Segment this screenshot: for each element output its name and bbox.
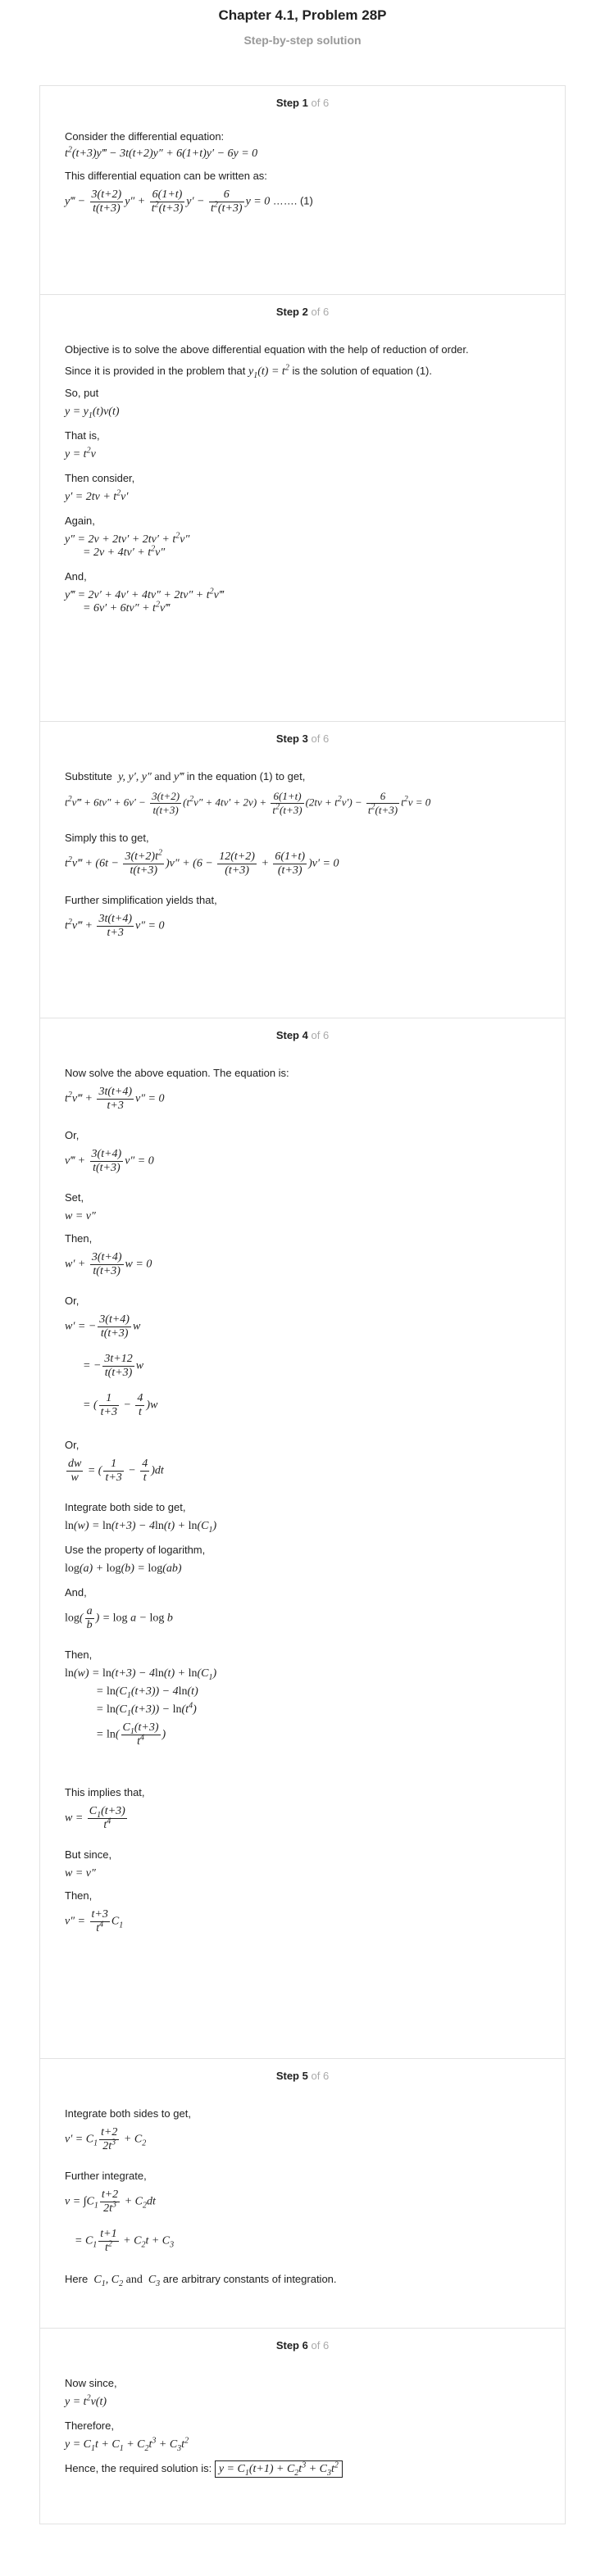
step-1 — [39, 85, 566, 294]
step-text: And, — [65, 570, 87, 583]
equation: log(a) + log(b) = log(ab) — [65, 1562, 182, 1575]
equation: v‴ + $\frac{3(t+4)}{t(t+3)}$ v″ = 0 — [65, 1148, 154, 1174]
step-text: That is, — [65, 429, 100, 442]
equation: log( $\frac{a}{b}$ ) = log a − log b — [65, 1605, 173, 1631]
page-title: Chapter 4.1, Problem 28P — [218, 7, 387, 23]
equation: $y = t^2v$ — [65, 446, 96, 460]
page-subtitle: Step-by-step solution — [243, 34, 362, 47]
equation: $y = y_1(t)v(t)$ — [65, 406, 120, 420]
equation: $\ln(w) = \ln(t+3) - 4\ln(t) + \ln(C_1)$ = $\ln(C_1(t+3)) - 4\ln(t)$ = $\ln(C_1(t+3)) - \ln(t^4)$ = ln( $\frac{C_1(t+3)}{t^4}$ ) — [65, 1667, 217, 1748]
step-text: Or, — [65, 1129, 80, 1141]
step-4 — [39, 1018, 566, 2058]
inline-math: y, y′, y″ and y‴ — [118, 771, 184, 783]
equation: w = v″ — [65, 1867, 96, 1880]
step-text: So, put — [65, 387, 99, 399]
equation: $y = t^2v(t)$ — [65, 2393, 107, 2408]
equation: $\ln(w) = \ln(t+3) - 4\ln(t) + \ln(C_1)$ — [65, 1520, 217, 1535]
step-text: And, — [65, 1586, 87, 1599]
step-6 — [39, 2328, 566, 2524]
step-text: Further integrate, — [65, 2170, 147, 2182]
step-2 — [39, 294, 566, 721]
step-5 — [39, 2058, 566, 2328]
step-text: This differential equation can be written as: — [65, 170, 267, 182]
step-heading: Step 3 of 6 — [275, 732, 330, 745]
equation: $\frac{dw}{w}$ = ( $\frac{1}{t+3}$ − $\frac{4}{t}$ )dt — [68, 1458, 164, 1484]
solution-steps — [39, 85, 566, 2524]
step-text: in the equation (1) to get, — [186, 770, 306, 782]
step-text: Then, — [65, 1649, 93, 1661]
equation: w = v″ — [65, 1210, 96, 1222]
step-text: Consider the differential equation: — [65, 130, 225, 143]
step-text: Set, — [65, 1191, 84, 1204]
equation: $t^2v‴ + (6t$ − $\frac{3(t+2)t^2}{t(t+3)}$ )v″ + (6 − $\frac{12(t+2)}{(t+3)}$ + $\frac{6(1+t)}{(t+3)}$ )v′ = 0 — [65, 848, 339, 877]
equation: w = $\frac{C_1(t+3)}{t^4}$ — [65, 1805, 125, 1831]
step-heading: Step 5 of 6 — [275, 2070, 330, 2082]
equation: $v' = C_1$ $\frac{t+2}{2t^3}$ + $C_2$ — [65, 2126, 147, 2152]
step-text: Further simplification yields that, — [65, 894, 217, 906]
equation: w′ + $\frac{3(t+4)}{t(t+3)}$ w = 0 — [65, 1251, 152, 1277]
equation: $t^2v‴$ + $\frac{3t(t+4)}{t+3}$ v″ = 0 — [65, 1086, 165, 1112]
step-3 — [39, 721, 566, 1018]
step-text: Integrate both sides to get, — [65, 2107, 191, 2120]
equation: w′ = − $\frac{3(t+4)}{t(t+3)}$ w = − $\frac{3t+12}{t(t+3)}$ w = ( $\frac{1}{t+3}$ − $\frac{4}{t}$ )w — [65, 1313, 158, 1418]
equation: $t^2v‴$ + $\frac{3t(t+4)}{t+3}$ v″ = 0 — [65, 913, 165, 939]
equation: $t^2(t+3)y‴ - 3t(t+2)y'' + 6(1+t)y' - 6y = 0$ — [65, 145, 258, 160]
step-text: Objective is to solve the above differential equation with the help of reduction of order. — [65, 343, 469, 356]
step-text: Then, — [65, 1889, 93, 1902]
step-text: Then consider, — [65, 472, 135, 484]
equation: $y'' = 2v + 2tv' + 2tv' + t^2v''$ = $2v + 4tv' + t^2v''$ — [65, 531, 190, 559]
equation: $t^2v‴ + 6tv'' + 6v'$ − $\frac{3(t+2)}{t(t+3)}$ $(t^2v'' + 4tv' + 2v)$ + $\frac{6(1+t)}{t^2(t+3)}$ $(2tv + t^2v')$ − $\frac{6}{t^2(t+3)}$ $t^2v = 0$ — [65, 790, 431, 816]
step-text: Now solve the above equation. The equation is: — [65, 1067, 289, 1079]
step-heading: Step 2 of 6 — [275, 306, 330, 318]
step-text: Substitute — [65, 770, 112, 782]
equation: $y' = 2tv + t^2v'$ — [65, 488, 129, 503]
step-heading: Step 6 of 6 — [275, 2339, 330, 2352]
step-text: Or, — [65, 1439, 80, 1451]
step-text: Or, — [65, 1295, 80, 1307]
inline-math: $C_1$, $C_2$ and $C_3$ — [93, 2274, 161, 2288]
inline-math: $y_1(t) = t^2$ — [248, 363, 289, 380]
step-text: Therefore, — [65, 2420, 114, 2432]
step-text: Integrate both side to get, — [65, 1501, 186, 1513]
equation: $y = C_1t + C_1 + C_2t^3 + C_3t^2$ — [65, 2436, 189, 2453]
final-answer: $y = C_1(t+1) + C_2t^3 + C_3t^2$ — [215, 2460, 343, 2478]
step-text: Now since, — [65, 2377, 117, 2389]
step-text: This implies that, — [65, 1786, 145, 1798]
equation: y‴ = $2v' + 4v' + 4tv'' + 2tv'' + t^2v‴$ = $6v' + 6tv'' + t^2v‴$ — [65, 587, 224, 615]
step-text: Here — [65, 2273, 89, 2285]
equation: $v = \int C_1$ $\frac{t+2}{2t^3}$ + $C_2dt$ = $C_1$ $\frac{t+1}{t^2}$ + $C_2t + C_3$ — [65, 2188, 175, 2254]
equation: v″ = $\frac{t+3}{t^4}$ $C_1$ — [65, 1908, 124, 1934]
step-text: Simply this to get, — [65, 832, 149, 844]
step-text: Since it is provided in the problem that — [65, 365, 246, 377]
step-text: Then, — [65, 1232, 93, 1245]
step-text: Again, — [65, 515, 95, 527]
step-text: are arbitrary constants of integration. — [162, 2273, 337, 2285]
step-text: Hence, the required solution is: — [65, 2462, 212, 2474]
step-heading: Step 1 of 6 — [275, 97, 330, 109]
step-text: But since, — [65, 1848, 112, 1861]
step-heading: Step 4 of 6 — [275, 1029, 330, 1041]
step-text: is the solution of equation (1). — [292, 365, 432, 377]
step-text: Use the property of logarithm, — [65, 1544, 206, 1556]
equation-1: y‴ − $\frac{3(t+2)}{t(t+3)}$ y″ + $\frac{6(1+t)}{t^2(t+3)}$ y′ − $\frac{6}{t^2(t+3)}$ y = 0 ……. (1) — [65, 188, 313, 215]
